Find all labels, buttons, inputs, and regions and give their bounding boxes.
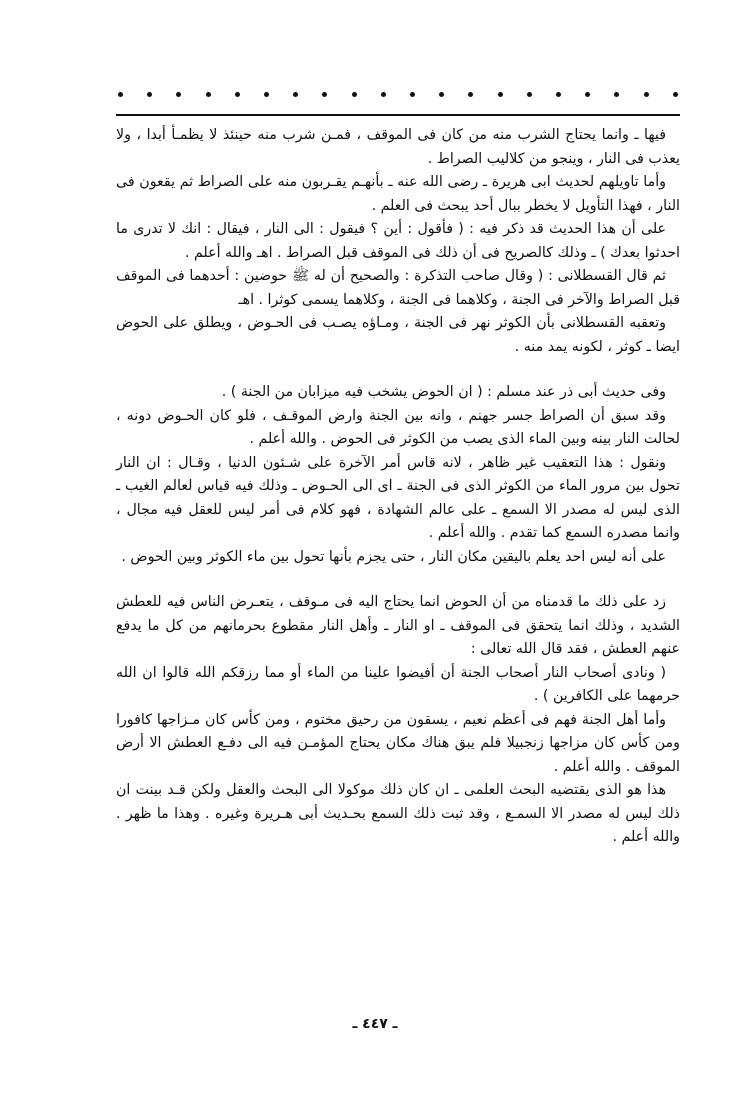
paragraph: وفى حديث أبى ذر عند مسلم : ( ان الحوض يشخب فيه ميزابان من الجنة ) . (221, 384, 666, 400)
paragraph: وتعقبه القسطلانى بأن الكوثر نهر فى الجنة ، ومـاؤه يصـب فى الحـوض ، ويطلق على الحوض ايضا ـ كوثر ، لكونه يمد منه . (116, 315, 680, 355)
paragraph: ونقول : هذا التعقيب غير ظاهر ، لانه قاس أمر الآخرة على شـئون الدنيا ، وقـال : ان النار تحول بين مرور الماء من الكوثر الذى فى الجنة ـ اى الى الحـوض ـ وذلك فيه قياس لعالم الغيب ـ الذى ليس له مصدر الا السمع ـ على عالم الشهادة ، فهو كلام فى أمر ليس للعقل فيه مجال ، وانما مصدره السمع كما تقدم . والله أعلم . (116, 454, 680, 541)
body-text (116, 124, 680, 850)
header-rule (116, 114, 680, 116)
paragraph: زد على ذلك ما قدمناه من أن الحوض انما يحتاج اليه فى مـوقف ، يتعـرض الناس فيه للعطش الشديد ، وذلك انما يتحقق فى الموقف ـ او النار ـ وأهل النار مقطوع بحرمانهم من كل ما يدفع عنهم العطش ، فقد قال الله تعالى : (116, 594, 680, 657)
paragraph: هذا هو الذى يقتضيه البحث العلمى ـ ان كان ذلك موكولا الى البحث والعقل ولكن قـد بينت ان ذلك ليس له مصدر الا السمـع ، وقد ثبت ذلك السمع بحـديث أبى هـريرة وغيره . وهذا ما ظهر . والله أعلم . (116, 782, 680, 845)
paragraph: ثم قال القسطلانى : ( وقال صاحب التذكرة : والصحيح أن له ﷺ حوضين : أحدهما فى الموقف قبل الصراط والآخر فى الجنة ، وكلاهما فى الجنة ، وكلاهما يسمى كوثرا . اهـ (116, 268, 680, 308)
header-dot-ornament (118, 92, 678, 97)
paragraph: وقد سبق أن الصراط جسر جهنم ، وانه بين الجنة وارض الموقـف ، فلو كان الحـوض دونه ، لحالت النار بينه وبين الماء الذى يصب من الكوثر فى الحوض . والله أعلم . (116, 407, 680, 447)
page-number: ـ ٤٤٧ ـ (352, 1016, 398, 1032)
paragraph: على أنه ليس احد يعلم باليقين مكان النار ، حتى يجزم بأنها تحول بين ماء الكوثر وبين الحوض . (121, 548, 666, 565)
paragraph: وأما تاويلهم لحديث ابى هريرة ـ رضى الله عنه ـ بأنهـم يقـربون منه على الصراط ثم يقعون فى النار ، فهذا التأويل لا يخطر ببال أحد يبحث فى العلم . (116, 174, 680, 214)
quran-quote: ( ونادى أصحاب النار أصحاب الجنة أن أفيضوا علينا من الماء أو مما رزقكم الله قالوا ان الله حرمهما على الكافرين ) . (116, 664, 680, 704)
paragraph: وأما أهل الجنة فهم فى أعظم نعيم ، يسقون من رحيق مختوم ، ومن كأس كان مـزاجها كافورا ومن كأس كان مزاجها زنجبيلا فلم يبق هناك مكان يحتاج المؤمـن فيه الى دفـع العطش الا أرض الموقف . والله أعلم . (116, 711, 680, 775)
paragraph: فيها ـ وانما يحتاج الشرب منه من كان فى الموقف ، فمـن شرب منه حينئذ لا يظمـأ أبدا ، ولا يعذب فى النار ، وينجو من كلاليب الصراط . (116, 127, 680, 167)
paragraph: على أن هذا الحديث قد ذكر فيه : ( فأقول : أين ؟ فيقول : الى النار ، فيقال : انك لا تدرى ما احدثوا بعدك ) ـ وذلك كالصريح فى أن ذلك فى الموقف قبل الصراط . اهـ والله أعلم . (116, 221, 680, 261)
